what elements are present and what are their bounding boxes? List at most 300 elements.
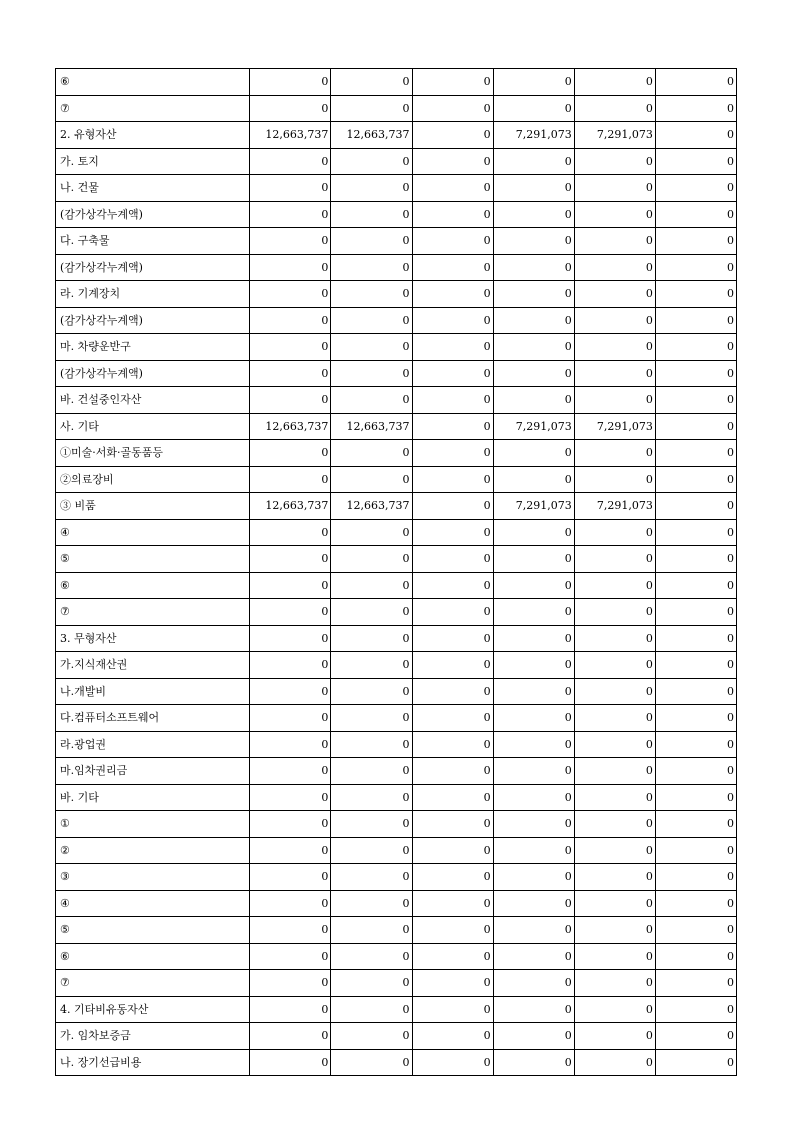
amount-cell: 0 xyxy=(574,95,655,122)
amount-cell: 0 xyxy=(493,1023,574,1050)
amount-cell: 0 xyxy=(574,837,655,864)
amount-cell: 0 xyxy=(331,652,412,679)
amount-cell: 0 xyxy=(574,1023,655,1050)
amount-cell: 0 xyxy=(412,493,493,520)
amount-cell: 0 xyxy=(331,784,412,811)
amount-cell: 0 xyxy=(331,440,412,467)
table-row xyxy=(56,572,737,599)
amount-cell: 0 xyxy=(574,784,655,811)
amount-cell: 0 xyxy=(655,95,736,122)
amount-cell: 0 xyxy=(655,122,736,149)
amount-cell: 0 xyxy=(655,1049,736,1076)
row-label: ③ xyxy=(56,864,250,891)
amount-cell: 12,663,737 xyxy=(250,413,331,440)
table-row xyxy=(56,705,737,732)
amount-cell: 7,291,073 xyxy=(493,122,574,149)
amount-cell: 0 xyxy=(493,201,574,228)
table-row xyxy=(56,652,737,679)
table-row xyxy=(56,758,737,785)
row-label: (감가상각누계액) xyxy=(56,360,250,387)
amount-cell: 0 xyxy=(250,970,331,997)
amount-cell: 0 xyxy=(574,917,655,944)
row-label: 마.임차권리금 xyxy=(56,758,250,785)
row-label: 나. 건물 xyxy=(56,175,250,202)
amount-cell: 0 xyxy=(493,148,574,175)
amount-cell: 0 xyxy=(250,996,331,1023)
amount-cell: 0 xyxy=(331,943,412,970)
amount-cell: 0 xyxy=(250,201,331,228)
table-row xyxy=(56,440,737,467)
amount-cell: 0 xyxy=(655,678,736,705)
table-row xyxy=(56,678,737,705)
amount-cell: 0 xyxy=(250,572,331,599)
amount-cell: 12,663,737 xyxy=(331,493,412,520)
table-row xyxy=(56,943,737,970)
amount-cell: 0 xyxy=(412,387,493,414)
amount-cell: 0 xyxy=(493,466,574,493)
amount-cell: 0 xyxy=(412,943,493,970)
amount-cell: 0 xyxy=(412,122,493,149)
table-row xyxy=(56,228,737,255)
amount-cell: 0 xyxy=(412,678,493,705)
amount-cell: 0 xyxy=(412,652,493,679)
amount-cell: 0 xyxy=(331,864,412,891)
amount-cell: 0 xyxy=(412,69,493,96)
amount-cell: 0 xyxy=(412,784,493,811)
amount-cell: 0 xyxy=(493,784,574,811)
amount-cell: 0 xyxy=(655,599,736,626)
amount-cell: 0 xyxy=(574,678,655,705)
table-row xyxy=(56,970,737,997)
amount-cell: 0 xyxy=(493,970,574,997)
row-label: (감가상각누계액) xyxy=(56,201,250,228)
amount-cell: 0 xyxy=(574,546,655,573)
table-row xyxy=(56,1049,737,1076)
amount-cell: 0 xyxy=(655,784,736,811)
table-row xyxy=(56,360,737,387)
row-label: 2. 유형자산 xyxy=(56,122,250,149)
ledger-body xyxy=(56,69,737,1076)
amount-cell: 0 xyxy=(655,943,736,970)
amount-cell: 0 xyxy=(250,1049,331,1076)
amount-cell: 0 xyxy=(331,387,412,414)
table-row xyxy=(56,201,737,228)
amount-cell: 0 xyxy=(331,228,412,255)
amount-cell: 0 xyxy=(655,625,736,652)
amount-cell: 0 xyxy=(250,625,331,652)
row-label: ③ 비품 xyxy=(56,493,250,520)
amount-cell: 0 xyxy=(250,281,331,308)
amount-cell: 7,291,073 xyxy=(574,122,655,149)
row-label: ②의료장비 xyxy=(56,466,250,493)
amount-cell: 0 xyxy=(493,519,574,546)
amount-cell: 0 xyxy=(250,917,331,944)
table-row xyxy=(56,148,737,175)
row-label: ⑦ xyxy=(56,970,250,997)
table-row xyxy=(56,281,737,308)
amount-cell: 0 xyxy=(655,493,736,520)
amount-cell: 0 xyxy=(250,175,331,202)
amount-cell: 0 xyxy=(574,519,655,546)
row-label: 3. 무형자산 xyxy=(56,625,250,652)
row-label: 나. 장기선급비용 xyxy=(56,1049,250,1076)
amount-cell: 0 xyxy=(250,943,331,970)
amount-cell: 0 xyxy=(331,281,412,308)
amount-cell: 0 xyxy=(412,625,493,652)
table-row xyxy=(56,69,737,96)
amount-cell: 0 xyxy=(493,360,574,387)
amount-cell: 0 xyxy=(574,1049,655,1076)
row-label: ④ xyxy=(56,519,250,546)
table-row xyxy=(56,625,737,652)
amount-cell: 12,663,737 xyxy=(250,122,331,149)
amount-cell: 0 xyxy=(655,148,736,175)
table-row xyxy=(56,731,737,758)
amount-cell: 0 xyxy=(655,413,736,440)
amount-cell: 0 xyxy=(412,811,493,838)
row-label: ⑥ xyxy=(56,572,250,599)
amount-cell: 7,291,073 xyxy=(574,413,655,440)
amount-cell: 7,291,073 xyxy=(493,413,574,440)
amount-cell: 0 xyxy=(574,811,655,838)
amount-cell: 0 xyxy=(493,837,574,864)
table-row xyxy=(56,254,737,281)
amount-cell: 0 xyxy=(250,148,331,175)
table-row xyxy=(56,387,737,414)
amount-cell: 0 xyxy=(412,466,493,493)
amount-cell: 0 xyxy=(574,890,655,917)
amount-cell: 0 xyxy=(412,440,493,467)
amount-cell: 0 xyxy=(574,307,655,334)
amount-cell: 0 xyxy=(412,228,493,255)
amount-cell: 0 xyxy=(331,69,412,96)
row-label: ② xyxy=(56,837,250,864)
row-label: ④ xyxy=(56,890,250,917)
amount-cell: 0 xyxy=(412,731,493,758)
amount-cell: 0 xyxy=(655,360,736,387)
amount-cell: 0 xyxy=(412,281,493,308)
row-label: (감가상각누계액) xyxy=(56,254,250,281)
amount-cell: 0 xyxy=(493,1049,574,1076)
amount-cell: 0 xyxy=(655,307,736,334)
amount-cell: 0 xyxy=(331,917,412,944)
row-label: (감가상각누계액) xyxy=(56,307,250,334)
table-row xyxy=(56,864,737,891)
amount-cell: 0 xyxy=(412,546,493,573)
amount-cell: 0 xyxy=(331,307,412,334)
amount-cell: 0 xyxy=(493,758,574,785)
amount-cell: 0 xyxy=(574,69,655,96)
amount-cell: 0 xyxy=(574,572,655,599)
table-row xyxy=(56,122,737,149)
amount-cell: 0 xyxy=(331,95,412,122)
amount-cell: 0 xyxy=(331,1023,412,1050)
amount-cell: 0 xyxy=(412,254,493,281)
amount-cell: 0 xyxy=(331,519,412,546)
table-row xyxy=(56,917,737,944)
amount-cell: 0 xyxy=(574,281,655,308)
table-row xyxy=(56,175,737,202)
amount-cell: 0 xyxy=(250,440,331,467)
row-label: 다.컴퓨터소프트웨어 xyxy=(56,705,250,732)
amount-cell: 0 xyxy=(493,69,574,96)
row-label: ⑦ xyxy=(56,599,250,626)
amount-cell: 0 xyxy=(331,625,412,652)
amount-cell: 0 xyxy=(493,95,574,122)
amount-cell: 0 xyxy=(250,307,331,334)
amount-cell: 0 xyxy=(655,572,736,599)
amount-cell: 0 xyxy=(574,228,655,255)
amount-cell: 0 xyxy=(574,466,655,493)
amount-cell: 0 xyxy=(574,970,655,997)
amount-cell: 0 xyxy=(574,625,655,652)
amount-cell: 0 xyxy=(331,890,412,917)
amount-cell: 0 xyxy=(412,705,493,732)
table-row xyxy=(56,784,737,811)
amount-cell: 0 xyxy=(250,228,331,255)
amount-cell: 0 xyxy=(412,864,493,891)
amount-cell: 0 xyxy=(574,652,655,679)
amount-cell: 0 xyxy=(574,201,655,228)
amount-cell: 0 xyxy=(574,360,655,387)
table-row xyxy=(56,334,737,361)
table-row xyxy=(56,466,737,493)
amount-cell: 7,291,073 xyxy=(493,493,574,520)
amount-cell: 0 xyxy=(412,413,493,440)
amount-cell: 0 xyxy=(574,864,655,891)
amount-cell: 0 xyxy=(331,201,412,228)
row-label: ⑦ xyxy=(56,95,250,122)
amount-cell: 0 xyxy=(655,201,736,228)
amount-cell: 0 xyxy=(412,758,493,785)
row-label: 라.광업권 xyxy=(56,731,250,758)
table-row xyxy=(56,996,737,1023)
row-label: 4. 기타비유동자산 xyxy=(56,996,250,1023)
amount-cell: 0 xyxy=(331,970,412,997)
amount-cell: 0 xyxy=(331,254,412,281)
amount-cell: 0 xyxy=(493,254,574,281)
amount-cell: 0 xyxy=(412,890,493,917)
amount-cell: 12,663,737 xyxy=(331,122,412,149)
amount-cell: 0 xyxy=(574,387,655,414)
amount-cell: 0 xyxy=(412,148,493,175)
amount-cell: 0 xyxy=(655,1023,736,1050)
amount-cell: 0 xyxy=(493,731,574,758)
amount-cell: 0 xyxy=(331,1049,412,1076)
amount-cell: 0 xyxy=(412,201,493,228)
amount-cell: 0 xyxy=(250,254,331,281)
amount-cell: 0 xyxy=(412,917,493,944)
amount-cell: 0 xyxy=(331,811,412,838)
amount-cell: 0 xyxy=(250,334,331,361)
amount-cell: 0 xyxy=(331,334,412,361)
table-row xyxy=(56,307,737,334)
amount-cell: 0 xyxy=(250,599,331,626)
amount-cell: 0 xyxy=(331,758,412,785)
row-label: ①미술·서화·골동품등 xyxy=(56,440,250,467)
amount-cell: 0 xyxy=(331,731,412,758)
amount-cell: 0 xyxy=(493,387,574,414)
amount-cell: 0 xyxy=(331,546,412,573)
amount-cell: 0 xyxy=(574,943,655,970)
amount-cell: 0 xyxy=(574,599,655,626)
amount-cell: 0 xyxy=(250,678,331,705)
amount-cell: 0 xyxy=(250,837,331,864)
row-label: ⑥ xyxy=(56,69,250,96)
amount-cell: 0 xyxy=(250,95,331,122)
table-row xyxy=(56,811,737,838)
amount-cell: 0 xyxy=(331,837,412,864)
row-label: ① xyxy=(56,811,250,838)
amount-cell: 0 xyxy=(655,175,736,202)
amount-cell: 0 xyxy=(412,970,493,997)
amount-cell: 0 xyxy=(655,228,736,255)
amount-cell: 0 xyxy=(250,69,331,96)
amount-cell: 0 xyxy=(574,996,655,1023)
amount-cell: 0 xyxy=(655,652,736,679)
amount-cell: 0 xyxy=(493,572,574,599)
amount-cell: 0 xyxy=(412,1023,493,1050)
amount-cell: 0 xyxy=(655,440,736,467)
amount-cell: 0 xyxy=(493,334,574,361)
amount-cell: 0 xyxy=(250,864,331,891)
table-row xyxy=(56,95,737,122)
amount-cell: 0 xyxy=(331,572,412,599)
amount-cell: 0 xyxy=(250,758,331,785)
amount-cell: 0 xyxy=(655,519,736,546)
amount-cell: 0 xyxy=(412,175,493,202)
amount-cell: 0 xyxy=(655,970,736,997)
amount-cell: 0 xyxy=(493,175,574,202)
amount-cell: 0 xyxy=(655,996,736,1023)
row-label: 바. 건설중인자산 xyxy=(56,387,250,414)
amount-cell: 0 xyxy=(250,652,331,679)
table-row xyxy=(56,1023,737,1050)
amount-cell: 0 xyxy=(493,917,574,944)
amount-cell: 0 xyxy=(493,546,574,573)
table-row xyxy=(56,519,737,546)
amount-cell: 0 xyxy=(493,678,574,705)
amount-cell: 0 xyxy=(412,996,493,1023)
row-label: 나.개발비 xyxy=(56,678,250,705)
table-row xyxy=(56,413,737,440)
row-label: 마. 차량운반구 xyxy=(56,334,250,361)
amount-cell: 0 xyxy=(250,811,331,838)
amount-cell: 0 xyxy=(574,148,655,175)
amount-cell: 0 xyxy=(412,572,493,599)
amount-cell: 0 xyxy=(655,281,736,308)
amount-cell: 0 xyxy=(493,705,574,732)
amount-cell: 0 xyxy=(412,837,493,864)
amount-cell: 12,663,737 xyxy=(331,413,412,440)
amount-cell: 0 xyxy=(493,943,574,970)
row-label: 가.지식재산권 xyxy=(56,652,250,679)
amount-cell: 0 xyxy=(655,69,736,96)
row-label: ⑥ xyxy=(56,943,250,970)
amount-cell: 12,663,737 xyxy=(250,493,331,520)
amount-cell: 0 xyxy=(250,360,331,387)
row-label: 다. 구축물 xyxy=(56,228,250,255)
amount-cell: 0 xyxy=(331,705,412,732)
row-label: ⑤ xyxy=(56,917,250,944)
amount-cell: 0 xyxy=(655,546,736,573)
amount-cell: 0 xyxy=(250,546,331,573)
row-label: 바. 기타 xyxy=(56,784,250,811)
table-row xyxy=(56,546,737,573)
amount-cell: 0 xyxy=(493,599,574,626)
amount-cell: 0 xyxy=(412,599,493,626)
amount-cell: 0 xyxy=(655,466,736,493)
amount-cell: 0 xyxy=(655,837,736,864)
amount-cell: 7,291,073 xyxy=(574,493,655,520)
amount-cell: 0 xyxy=(574,705,655,732)
amount-cell: 0 xyxy=(331,360,412,387)
amount-cell: 0 xyxy=(493,440,574,467)
amount-cell: 0 xyxy=(412,519,493,546)
amount-cell: 0 xyxy=(655,811,736,838)
table-row xyxy=(56,890,737,917)
table-row xyxy=(56,837,737,864)
amount-cell: 0 xyxy=(493,307,574,334)
amount-cell: 0 xyxy=(493,811,574,838)
amount-cell: 0 xyxy=(574,334,655,361)
amount-cell: 0 xyxy=(331,599,412,626)
amount-cell: 0 xyxy=(655,705,736,732)
amount-cell: 0 xyxy=(493,864,574,891)
amount-cell: 0 xyxy=(412,360,493,387)
amount-cell: 0 xyxy=(574,758,655,785)
amount-cell: 0 xyxy=(574,731,655,758)
amount-cell: 0 xyxy=(574,175,655,202)
amount-cell: 0 xyxy=(250,466,331,493)
row-label: 라. 기계장치 xyxy=(56,281,250,308)
amount-cell: 0 xyxy=(493,281,574,308)
amount-cell: 0 xyxy=(655,917,736,944)
amount-cell: 0 xyxy=(331,996,412,1023)
amount-cell: 0 xyxy=(574,440,655,467)
asset-ledger-table xyxy=(55,68,737,1076)
row-label: ⑤ xyxy=(56,546,250,573)
amount-cell: 0 xyxy=(412,95,493,122)
amount-cell: 0 xyxy=(331,175,412,202)
amount-cell: 0 xyxy=(655,890,736,917)
amount-cell: 0 xyxy=(655,334,736,361)
row-label: 사. 기타 xyxy=(56,413,250,440)
table-row xyxy=(56,599,737,626)
amount-cell: 0 xyxy=(493,625,574,652)
amount-cell: 0 xyxy=(655,864,736,891)
amount-cell: 0 xyxy=(412,1049,493,1076)
amount-cell: 0 xyxy=(493,890,574,917)
amount-cell: 0 xyxy=(250,705,331,732)
amount-cell: 0 xyxy=(412,334,493,361)
amount-cell: 0 xyxy=(250,387,331,414)
amount-cell: 0 xyxy=(250,784,331,811)
amount-cell: 0 xyxy=(250,519,331,546)
amount-cell: 0 xyxy=(655,254,736,281)
table-row xyxy=(56,493,737,520)
amount-cell: 0 xyxy=(331,466,412,493)
amount-cell: 0 xyxy=(655,731,736,758)
amount-cell: 0 xyxy=(655,387,736,414)
row-label: 가. 토지 xyxy=(56,148,250,175)
amount-cell: 0 xyxy=(331,678,412,705)
amount-cell: 0 xyxy=(574,254,655,281)
amount-cell: 0 xyxy=(331,148,412,175)
amount-cell: 0 xyxy=(412,307,493,334)
amount-cell: 0 xyxy=(493,996,574,1023)
amount-cell: 0 xyxy=(493,652,574,679)
